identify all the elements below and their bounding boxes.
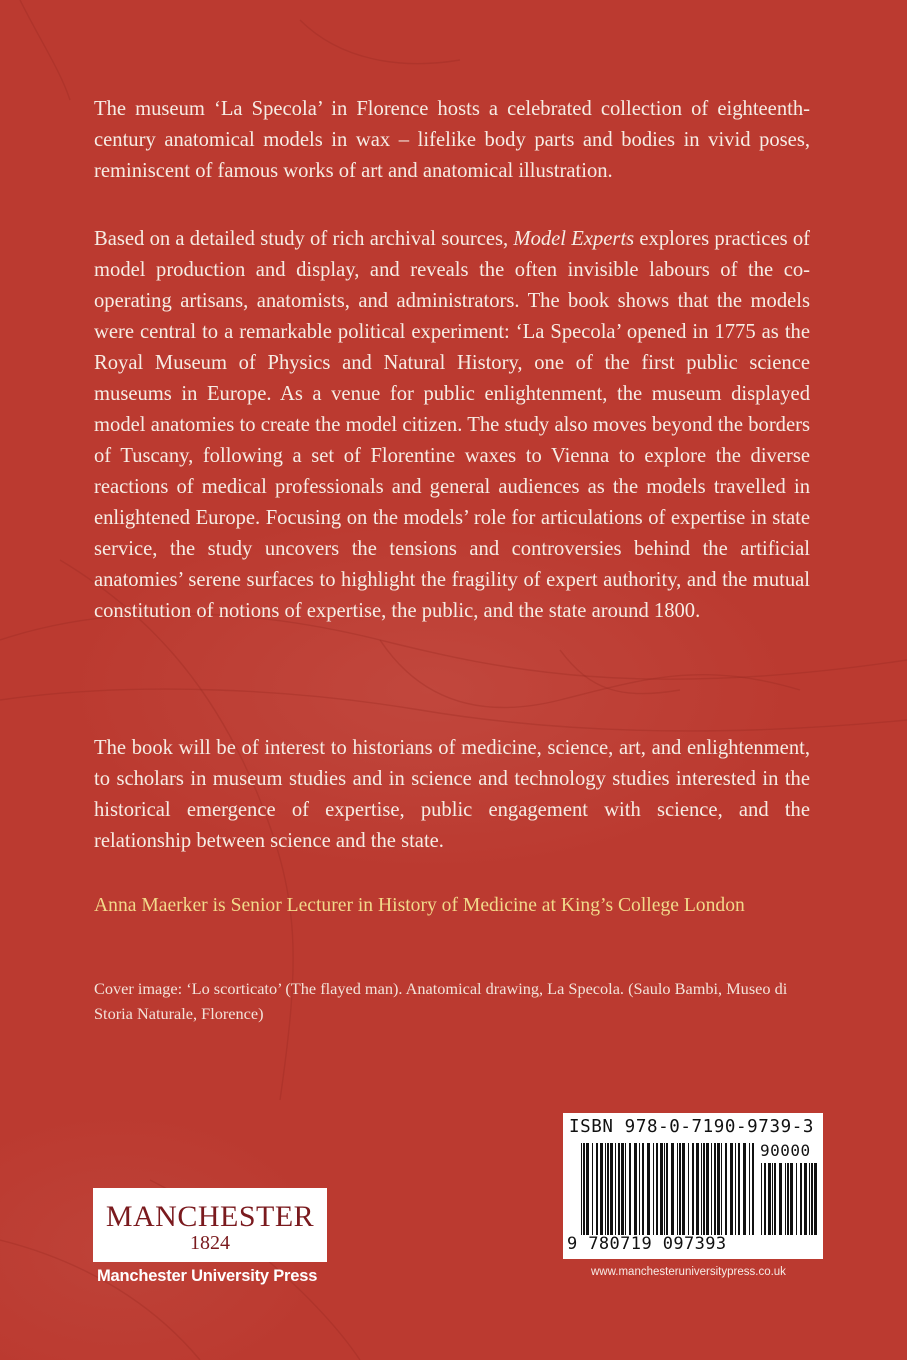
- barcode-bar: [790, 1163, 793, 1235]
- publisher-logo: [93, 1188, 327, 1262]
- barcode-bar: [730, 1143, 733, 1235]
- barcode-bar: [738, 1143, 740, 1235]
- blurb-paragraph-2: [94, 224, 810, 627]
- barcode-bar: [671, 1143, 674, 1235]
- barcode-bar: [621, 1143, 624, 1235]
- barcode-bar: [634, 1143, 637, 1235]
- book-title-italic: Model Experts: [513, 228, 635, 250]
- publisher-logo-name: MANCHESTER: [105, 1200, 315, 1233]
- barcode-bar: [703, 1143, 705, 1235]
- barcode-bar: [787, 1163, 789, 1235]
- barcode-bar: [688, 1143, 689, 1235]
- price-code: 90000: [760, 1141, 811, 1160]
- ean-number: 9 780719 097393: [567, 1234, 727, 1254]
- barcode-bar: [772, 1163, 773, 1235]
- barcode-bar: [625, 1143, 626, 1235]
- isbn-text: ISBN 978-0-7190-9739-3: [569, 1117, 814, 1137]
- author-bio: Anna Maerker is Senior Lecturer in History of Medicine at King’s College London: [94, 895, 745, 916]
- barcode-bar: [743, 1143, 746, 1235]
- barcode-bar: [714, 1143, 716, 1235]
- barcode-bar: [796, 1163, 797, 1235]
- barcode-bar: [764, 1163, 766, 1235]
- barcode-bar: [800, 1163, 802, 1235]
- barcode-bar: [660, 1143, 663, 1235]
- barcode-bar: [735, 1143, 736, 1235]
- blurb-paragraph-2-body: explores practices of model production and display, and reveals the often invisible labours of the co-operating artisans, anatomists, and administrators. The book shows that the models were central to a remarkable political experiment: ‘La Specola’ opened in 1775 as the Royal Museum of Physics and Natural History, one of the first public science museums in Europe. As a venue for public enlightenment, the museum displayed model anatomies to create the model citizen. The study also moves beyond the borders of Tuscany, following a set of Florentine waxes to Vienna to explore the diverse reactions of medical professionals and general audiences as the models travelled in enlightened Europe. Focusing on the models’ role for articulations of expertise in state service, the study uncovers the tensions and controversies behind the artificial anatomies’ serene surfaces to highlight the fragility of expert authority, and the mutual constitution of notions of expertise, the public, and the state around 1800.: [94, 228, 810, 622]
- barcode-bar: [774, 1163, 776, 1235]
- barcode-bar: [629, 1143, 631, 1235]
- blurb-paragraph-1: The museum ‘La Specola’ in Florence hosts a celebrated collection of eighteenth-century anatomical models in wax – lifelike body parts and bodies in vivid poses, reminiscent of famous works of art and anatomical illustration.: [94, 98, 810, 182]
- barcode-bar: [717, 1143, 720, 1235]
- barcode-bar: [607, 1143, 609, 1235]
- barcode-bar: [749, 1143, 750, 1235]
- barcode-bar: [618, 1143, 620, 1235]
- barcode-bar: [761, 1163, 762, 1235]
- barcode-bar: [586, 1143, 589, 1235]
- barcode-bar: [583, 1143, 585, 1235]
- barcode-bar: [809, 1163, 810, 1235]
- barcode-bar: [721, 1143, 722, 1235]
- barcode-bar: [804, 1163, 807, 1235]
- barcode-bar: [647, 1143, 650, 1235]
- barcode-bar: [752, 1143, 754, 1235]
- barcode-bar: [779, 1163, 782, 1235]
- barcode-bar: [701, 1143, 702, 1235]
- isbn-barcode: [563, 1113, 823, 1259]
- barcode-bar: [811, 1163, 813, 1235]
- barcode-bar: [711, 1143, 712, 1235]
- barcode-bar: [642, 1143, 644, 1235]
- barcode-bar: [653, 1143, 654, 1235]
- barcode-bar: [592, 1143, 593, 1235]
- barcode-bar: [682, 1143, 685, 1235]
- blurb-paragraph-3: The book will be of interest to historians of medicine, science, art, and enlightenment, to scholars in museum studies and in science and technology studies interested in the historical emergence of expertise, public engagement with science, and the relationship between science and the state.: [94, 737, 810, 852]
- barcode-bar: [679, 1143, 681, 1235]
- barcode-bar: [706, 1143, 709, 1235]
- blurb-paragraph-2-intro: Based on a detailed study of rich archival sources,: [94, 228, 514, 250]
- barcode-bar: [785, 1163, 786, 1235]
- barcode-bar: [600, 1143, 603, 1235]
- barcode-bar: [615, 1143, 616, 1235]
- publisher-press-name: Manchester University Press: [97, 1267, 318, 1285]
- barcode-bar: [581, 1143, 582, 1235]
- barcode-bar: [692, 1143, 694, 1235]
- barcode-bar: [605, 1143, 606, 1235]
- barcode-bar: [664, 1143, 665, 1235]
- barcode-bar: [596, 1143, 598, 1235]
- barcode-bar: [725, 1143, 727, 1235]
- cover-image-credit: Cover image: ‘Lo scorticato’ (The flayed man). Anatomical drawing, La Specola. (Saulo Bambi, Museo di Storia Naturale, Florence): [94, 979, 788, 1023]
- barcode-bar: [666, 1143, 668, 1235]
- barcode-bar: [768, 1163, 771, 1235]
- barcode-bar: [639, 1143, 640, 1235]
- barcode-bar: [677, 1143, 678, 1235]
- barcode-bar: [610, 1143, 613, 1235]
- barcode-bar: [656, 1143, 658, 1235]
- barcode-bar: [814, 1163, 817, 1235]
- barcode-bar: [696, 1143, 699, 1235]
- publisher-logo-year: 1824: [190, 1232, 230, 1254]
- publisher-website: www.manchesteruniversitypress.co.uk: [591, 1266, 786, 1278]
